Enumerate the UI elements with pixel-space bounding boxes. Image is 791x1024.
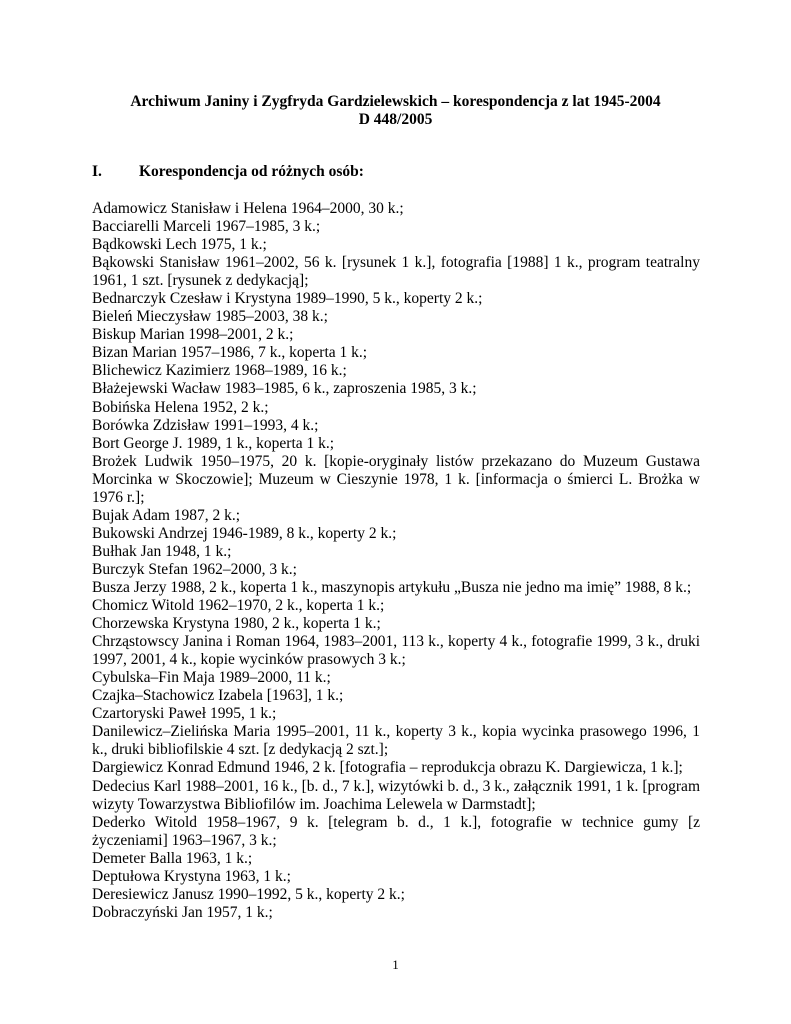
list-item: Cybulska–Fin Maja 1989–2000, 11 k.; [92,669,331,687]
section-heading [92,163,364,181]
list-item: Dedecius Karl 1988–2001, 16 k., [b. d., 7 k.], wizytówki b. d., 3 k., załącznik 1991, 1 k. [program wizyty Towarzystwa Bibliofilów im. Joachima Lelewela w Darmstadt]; [92,777,700,813]
list-item: Bądkowski Lech 1975, 1 k.; [92,236,267,254]
list-item: Busza Jerzy 1988, 2 k., koperta 1 k., maszynopis artykułu „Busza nie jedno ma imię” 1988, 8 k.; [92,578,692,596]
list-item: Błażejewski Wacław 1983–1985, 6 k., zaproszenia 1985, 3 k.; [92,380,477,398]
list-item: Czajka–Stachowicz Izabela [1963], 1 k.; [92,687,344,705]
page-number: 1 [392,957,399,972]
list-item: Demeter Balla 1963, 1 k.; [92,849,253,867]
list-item: Czartoryski Paweł 1995, 1 k.; [92,705,277,723]
correspondence-list [92,200,700,922]
list-item: Bednarczyk Czesław i Krystyna 1989–1990, 5 k., koperty 2 k.; [92,290,483,308]
section-number: I. [92,163,102,180]
list-item: Dederko Witold 1958–1967, 9 k. [telegram b. d., 1 k.], fotografie w technice gumy [z życzeniami] 1963–1967, 3 k.; [92,813,700,849]
list-item: Bort George J. 1989, 1 k., koperta 1 k.; [92,434,335,452]
list-item: Chrząstowscy Janina i Roman 1964, 1983–2001, 113 k., koperty 4 k., fotografie 1999, 3 k., druki 1997, 2001, 4 k., kopie wycinków prasowych 3 k.; [92,633,700,669]
list-item: Deresiewicz Janusz 1990–1992, 5 k., koperty 2 k.; [92,885,405,903]
list-item: Bizan Marian 1957–1986, 7 k., koperta 1 k.; [92,344,368,362]
list-item: Bobińska Helena 1952, 2 k.; [92,398,269,416]
list-item: Bąkowski Stanisław 1961–2002, 56 k. [rysunek 1 k.], fotografia [1988] 1 k., program teatralny 1961, 1 szt. [rysunek z dedykacją]; [92,254,700,290]
list-item: Bacciarelli Marceli 1967–1985, 3 k.; [92,218,321,236]
list-item: Biskup Marian 1998–2001, 2 k.; [92,326,294,344]
list-item: Brożek Ludwik 1950–1975, 20 k. [kopie-oryginały listów przekazano do Muzeum Gustawa Morcinka w Skoczowie]; Muzeum w Cieszynie 1978, 1 k. [informacja o śmierci L. Brożka w 1976 r.]; [92,452,700,506]
document-title-block [0,93,791,129]
list-item: Bieleń Mieczysław 1985–2003, 38 k.; [92,308,328,326]
section-title: Korespondencja od różnych osób: [139,163,364,180]
list-item: Burczyk Stefan 1962–2000, 3 k.; [92,560,297,578]
list-item: Dargiewicz Konrad Edmund 1946, 2 k. [fotografia – reprodukcja obrazu K. Dargiewicza, 1 k.]; [92,759,683,777]
list-item: Chorzewska Krystyna 1980, 2 k., koperta 1 k.; [92,615,381,633]
list-item: Danilewicz–Zielińska Maria 1995–2001, 11 k., koperty 3 k., kopia wycinka prasowego 1996, 1 k., druki bibliofilskie 4 szt. [z dedykacją 2 szt.]; [92,723,700,759]
list-item: Borówka Zdzisław 1991–1993, 4 k.; [92,416,319,434]
list-item: Chomicz Witold 1962–1970, 2 k., koperta 1 k.; [92,597,385,615]
list-item: Bujak Adam 1987, 2 k.; [92,506,241,524]
list-item: Dobraczyński Jan 1957, 1 k.; [92,903,273,921]
list-item: Bukowski Andrzej 1946-1989, 8 k., koperty 2 k.; [92,524,397,542]
list-item: Deptułowa Krystyna 1963, 1 k.; [92,867,291,885]
document-signature: D 448/2005 [358,111,433,128]
list-item: Blichewicz Kazimierz 1968–1989, 16 k.; [92,362,347,380]
document-title: Archiwum Janiny i Zygfryda Gardzielewskich – korespondencja z lat 1945-2004 [130,93,661,110]
list-item: Bułhak Jan 1948, 1 k.; [92,542,232,560]
list-item: Adamowicz Stanisław i Helena 1964–2000, 30 k.; [92,200,404,217]
